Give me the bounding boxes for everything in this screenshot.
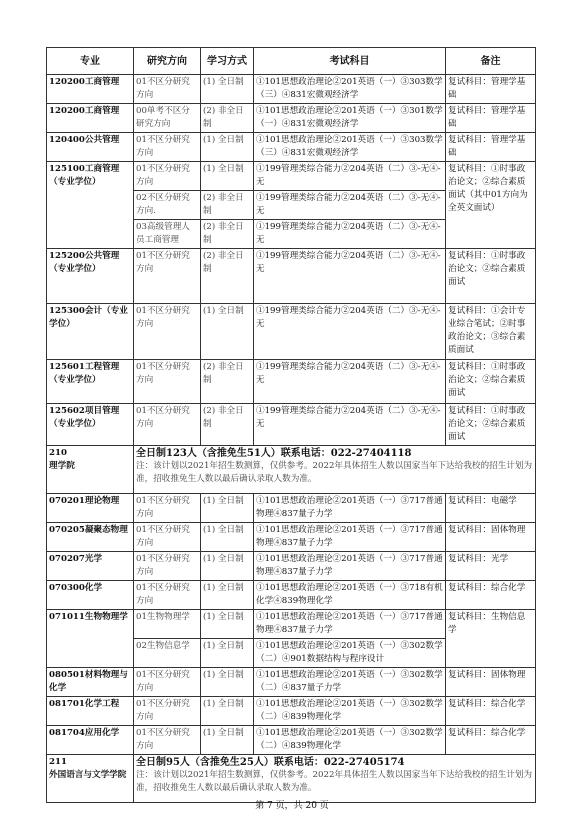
note-cell: 复试科目：①时事政治论文；②综合素质面试 — [446, 360, 536, 404]
department-enrollment: 全日制123人（含推免生51人）联系电话：022-27404118 — [136, 448, 412, 459]
mode-cell: (1) 全日制 — [201, 494, 254, 523]
department-row — [47, 446, 536, 494]
mode-cell: (1) 全日制 — [201, 697, 254, 726]
note-cell: 复试科目：管理学基础 — [446, 75, 536, 104]
mode-cell: (1) 全日制 — [201, 581, 254, 610]
mode-cell: (2) 非全日制 — [201, 220, 254, 249]
table-row — [47, 404, 536, 446]
exam-cell: ①199管理类综合能力②204英语（二）③-无④-无 — [254, 249, 446, 304]
major-cell: 125200公共管理（专业学位） — [47, 249, 134, 304]
note-cell: 复试科目：综合化学 — [446, 581, 536, 610]
table-row — [47, 162, 536, 191]
mode-cell: (1) 全日制 — [201, 552, 254, 581]
direction-cell: 01不区分研究方向 — [134, 668, 201, 697]
mode-cell: (2) 非全日制 — [201, 360, 254, 404]
mode-cell: (1) 全日制 — [201, 133, 254, 162]
major-cell: 120400公共管理 — [47, 133, 134, 162]
direction-cell: 00单考不区分研究方向 — [134, 104, 201, 133]
mode-cell: (1) 全日制 — [201, 75, 254, 104]
exam-cell: ①101思想政治理论②201英语（一）③302数学（二）④837量子力学 — [254, 668, 446, 697]
department-note: 注：该计划以2021年招生数测算，仅供参考。2022年具体招生人数以国家当年下达给我校的招生计划为准，招收推免生人数以最后确认录取人数为准。 — [136, 461, 533, 484]
exam-cell: ①101思想政治理论②201英语（一）③303数学（三）④831宏微观经济学 — [254, 75, 446, 104]
page-footer: 第 7 页，共 20 页 — [255, 801, 329, 811]
mode-cell: (1) 全日制 — [201, 304, 254, 360]
direction-cell: 01不区分研究方向 — [134, 360, 201, 404]
mode-cell: (1) 全日制 — [201, 610, 254, 639]
department-enrollment: 全日制95人（含推免生25人）联系电话：022-27405174 — [136, 757, 405, 768]
table-row — [47, 552, 536, 581]
note-cell: 复试科目：①时事政治论文；②综合素质面试 — [446, 404, 536, 446]
table-row — [47, 304, 536, 360]
mode-cell: (2) 非全日制 — [201, 249, 254, 304]
note-cell: 复试科目：①时事政治论文；②综合素质面试 — [446, 249, 536, 304]
department-info-cell — [134, 755, 536, 803]
department-code: 210 — [49, 448, 67, 458]
major-cell: 125300会计（专业学位） — [47, 304, 134, 360]
department-name: 外国语言与文学学院 — [49, 770, 127, 780]
exam-cell: ①101思想政治理论②201英语（一）③717普通物理④837量子力学 — [254, 552, 446, 581]
table-row — [47, 249, 536, 304]
major-cell: 120200工商管理 — [47, 75, 134, 104]
direction-cell: 01不区分研究方向 — [134, 726, 201, 755]
note-cell: 复试科目：光学 — [446, 552, 536, 581]
department-code-cell — [47, 755, 134, 803]
major-cell: 071011生物物理学 — [47, 610, 134, 668]
direction-cell: 01不区分研究方向 — [134, 75, 201, 104]
exam-cell: ①199管理类综合能力②204英语（二）③-无④-无 — [254, 404, 446, 446]
direction-cell: 01不区分研究方向 — [134, 697, 201, 726]
header-direction: 研究方向 — [134, 48, 201, 75]
exam-cell: ①199管理类综合能力②204英语（二）③-无④-无 — [254, 162, 446, 191]
direction-cell: 01不区分研究方向 — [134, 133, 201, 162]
table-row — [47, 360, 536, 404]
major-cell: 070300化学 — [47, 581, 134, 610]
table-row — [47, 494, 536, 523]
table-row — [47, 726, 536, 755]
table-row — [47, 104, 536, 133]
note-cell: 复试科目：固体物理 — [446, 668, 536, 697]
note-cell: 复试科目：电磁学 — [446, 494, 536, 523]
direction-cell: 02不区分研究方向. — [134, 191, 201, 220]
mode-cell: (2) 非全日制 — [201, 191, 254, 220]
direction-cell: 03高级管理人员工商管理 — [134, 220, 201, 249]
mode-cell: (1) 全日制 — [201, 523, 254, 552]
note-cell: 复试科目：固体物理 — [446, 523, 536, 552]
department-code: 211 — [49, 757, 67, 767]
direction-cell: 01不区分研究方向 — [134, 249, 201, 304]
note-cell: 复试科目：①时事政治论文；②综合素质面试（其中01方向为全英文面试） — [446, 162, 536, 249]
header-note: 备注 — [446, 48, 536, 75]
direction-cell: 01不区分研究方向 — [134, 494, 201, 523]
major-cell: 125602项目管理（专业学位） — [47, 404, 134, 446]
note-cell: 复试科目：综合化学 — [446, 726, 536, 755]
major-cell: 070207光学 — [47, 552, 134, 581]
note-cell: 复试科目：管理学基础 — [446, 104, 536, 133]
exam-cell: ①101思想政治理论②201英语（一）③302数学（二）④901数据结构与程序设计 — [254, 639, 446, 668]
table-row — [47, 668, 536, 697]
mode-cell: (1) 全日制 — [201, 668, 254, 697]
table-row — [47, 523, 536, 552]
major-cell: 125601工程管理（专业学位） — [47, 360, 134, 404]
note-cell: 复试科目：生物信息学 — [446, 610, 536, 668]
exam-cell: ①101思想政治理论②201英语（一）③302数学（二）④839物理化学 — [254, 697, 446, 726]
table-row — [47, 610, 536, 639]
exam-cell: ①199管理类综合能力②204英语（二）③-无④-无 — [254, 220, 446, 249]
major-cell: 120200工商管理 — [47, 104, 134, 133]
table-row — [47, 75, 536, 104]
major-cell: 081701化学工程 — [47, 697, 134, 726]
exam-cell: ①199管理类综合能力②204英语（二）③-无④-无 — [254, 360, 446, 404]
exam-cell: ①101思想政治理论②201英语（一）③717普通物理④837量子力学 — [254, 523, 446, 552]
header-major: 专业 — [47, 48, 134, 75]
major-cell: 070201理论物理 — [47, 494, 134, 523]
exam-cell: ①101思想政治理论②201英语（一）③717普通物理④837量子力学 — [254, 494, 446, 523]
department-row — [47, 755, 536, 803]
table-row — [47, 581, 536, 610]
catalog-table — [46, 47, 536, 803]
major-cell: 070205凝聚态物理 — [47, 523, 134, 552]
note-cell: 复试科目：管理学基础 — [446, 133, 536, 162]
note-cell: 复试科目：①会计专业综合笔试；②时事政治论文；③综合素质面试 — [446, 304, 536, 360]
mode-cell: (2) 非全日制 — [201, 104, 254, 133]
exam-cell: ①101思想政治理论②201英语（一）③717普通物理④837量子力学 — [254, 610, 446, 639]
direction-cell: 01生物物理学 — [134, 610, 201, 639]
direction-cell: 01不区分研究方向 — [134, 304, 201, 360]
exam-cell: ①199管理类综合能力②204英语（二）③-无④-无 — [254, 191, 446, 220]
direction-cell: 01不区分研究方向 — [134, 581, 201, 610]
major-cell: 125100工商管理（专业学位） — [47, 162, 134, 249]
table-row — [47, 133, 536, 162]
major-cell: 080501材料物理与化学 — [47, 668, 134, 697]
direction-cell: 01不区分研究方向 — [134, 552, 201, 581]
direction-cell: 01不区分研究方向 — [134, 162, 201, 191]
header-exam: 考试科目 — [254, 48, 446, 75]
major-cell: 081704应用化学 — [47, 726, 134, 755]
exam-cell: ①101思想政治理论②201英语（一）③718有机化学④839物理化学 — [254, 581, 446, 610]
exam-cell: ①199管理类综合能力②204英语（二）③-无④-无 — [254, 304, 446, 360]
department-note: 注：该计划以2021年招生数测算，仅供参考。2022年具体招生人数以国家当年下达给我校的招生计划为准，招收推免生人数以最后确认录取人数为准。 — [136, 770, 533, 793]
header-row — [47, 48, 536, 75]
exam-cell: ①101思想政治理论②201英语（一）③301数学（一）④831宏微观经济学 — [254, 104, 446, 133]
direction-cell: 02生物信息学 — [134, 639, 201, 668]
department-name: 理学院 — [49, 461, 75, 471]
exam-cell: ①101思想政治理论②201英语（一）③303数学（三）④831宏微观经济学 — [254, 133, 446, 162]
direction-cell: 01不区分研究方向 — [134, 404, 201, 446]
exam-cell: ①101思想政治理论②201英语（一）③302数学（二）④839物理化学 — [254, 726, 446, 755]
header-mode: 学习方式 — [201, 48, 254, 75]
mode-cell: (2) 非全日制 — [201, 404, 254, 446]
department-code-cell — [47, 446, 134, 494]
department-info-cell — [134, 446, 536, 494]
mode-cell: (1) 全日制 — [201, 726, 254, 755]
table-row — [47, 697, 536, 726]
mode-cell: (1) 全日制 — [201, 162, 254, 191]
mode-cell: (1) 全日制 — [201, 639, 254, 668]
note-cell: 复试科目：综合化学 — [446, 697, 536, 726]
direction-cell: 01不区分研究方向 — [134, 523, 201, 552]
